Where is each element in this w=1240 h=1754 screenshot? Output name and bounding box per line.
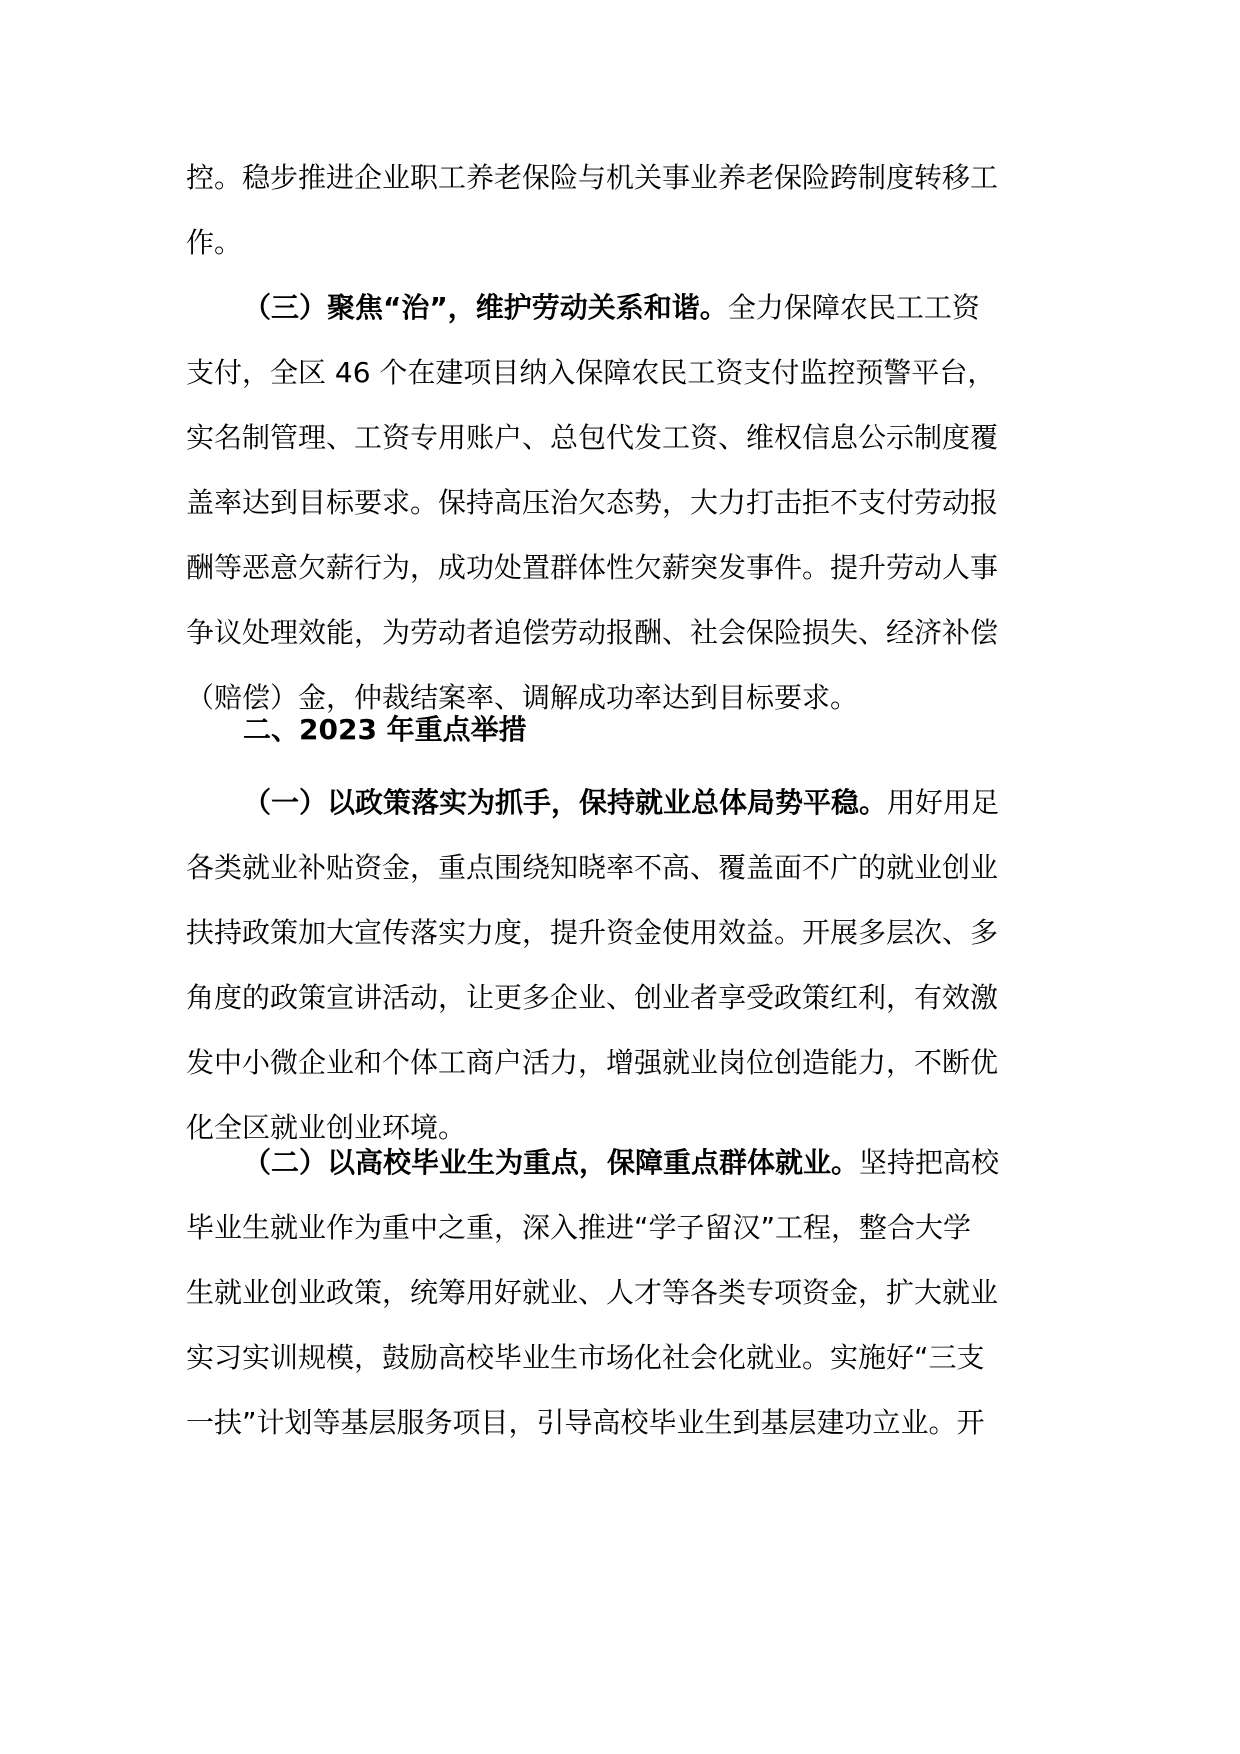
paragraph-line: 化全区就业创业环境。 [186,1111,467,1144]
paragraph-line: 发中小微企业和个体工商户活力，增强就业岗位创造能力，不断优 [186,1046,999,1079]
section-heading: 二、2023 年重点举措 [243,713,527,746]
paragraph-text: 坚持把高校 [859,1146,1000,1179]
paragraph-line: 争议处理效能，为劳动者追偿劳动报酬、社会保险损失、经济补偿 [186,616,999,649]
paragraph-graduate-employment [186,1130,1056,1455]
paragraph-line: 作。 [186,226,243,259]
paragraph-line: 生就业创业政策，统筹用好就业、人才等各类专项资金，扩大就业 [186,1276,999,1309]
paragraph-line: 酬等恶意欠薪行为，成功处置群体性欠薪突发事件。提升劳动人事 [186,551,999,584]
paragraph-first-line [186,275,1056,340]
paragraph-labor-relations [186,275,1056,730]
paragraph-employment-policy [186,770,1056,1160]
paragraph-text: 全力保障农民工工资 [727,291,980,324]
paragraph-line: 实名制管理、工资专用账户、总包代发工资、维权信息公示制度覆 [186,421,999,454]
paragraph-line: 控。稳步推进企业职工养老保险与机关事业养老保险跨制度转移工 [186,161,999,194]
paragraph-line: 盖率达到目标要求。保持高压治欠态势，大力打击拒不支付劳动报 [186,486,999,519]
section-heading-block [186,697,1056,762]
paragraph-heading: （一）以政策落实为抓手，保持就业总体局势平稳。 [243,786,888,819]
paragraph-line: 毕业生就业作为重中之重，深入推进“学子留汉”工程，整合大学 [186,1211,972,1244]
paragraph-line: 支付，全区 46 个在建项目纳入保障农民工资支付监控预警平台， [186,356,996,389]
paragraph-first-line [186,770,1056,835]
paragraph-heading: （二）以高校毕业生为重点，保障重点群体就业。 [243,1146,860,1179]
paragraph-text: 用好用足 [887,786,1000,819]
paragraph-line: 一扶”计划等基层服务项目，引导高校毕业生到基层建功立业。开 [186,1406,985,1439]
paragraph-line: 角度的政策宣讲活动，让更多企业、创业者享受政策红利，有效激 [186,981,999,1014]
paragraph-pension-transfer [186,145,1056,275]
paragraph-line: 各类就业补贴资金，重点围绕知晓率不高、覆盖面不广的就业创业 [186,851,999,884]
paragraph-line: 实习实训规模，鼓励高校毕业生市场化社会化就业。实施好“三支 [186,1341,985,1374]
paragraph-heading: （三）聚焦“治”，维护劳动关系和谐。 [243,291,728,324]
paragraph-line: （赔偿）金，仲裁结案率、调解成功率达到目标要求。 [186,681,859,714]
paragraph-line: 扶持政策加大宣传落实力度，提升资金使用效益。开展多层次、多 [186,916,999,949]
paragraph-first-line [186,1130,1056,1195]
